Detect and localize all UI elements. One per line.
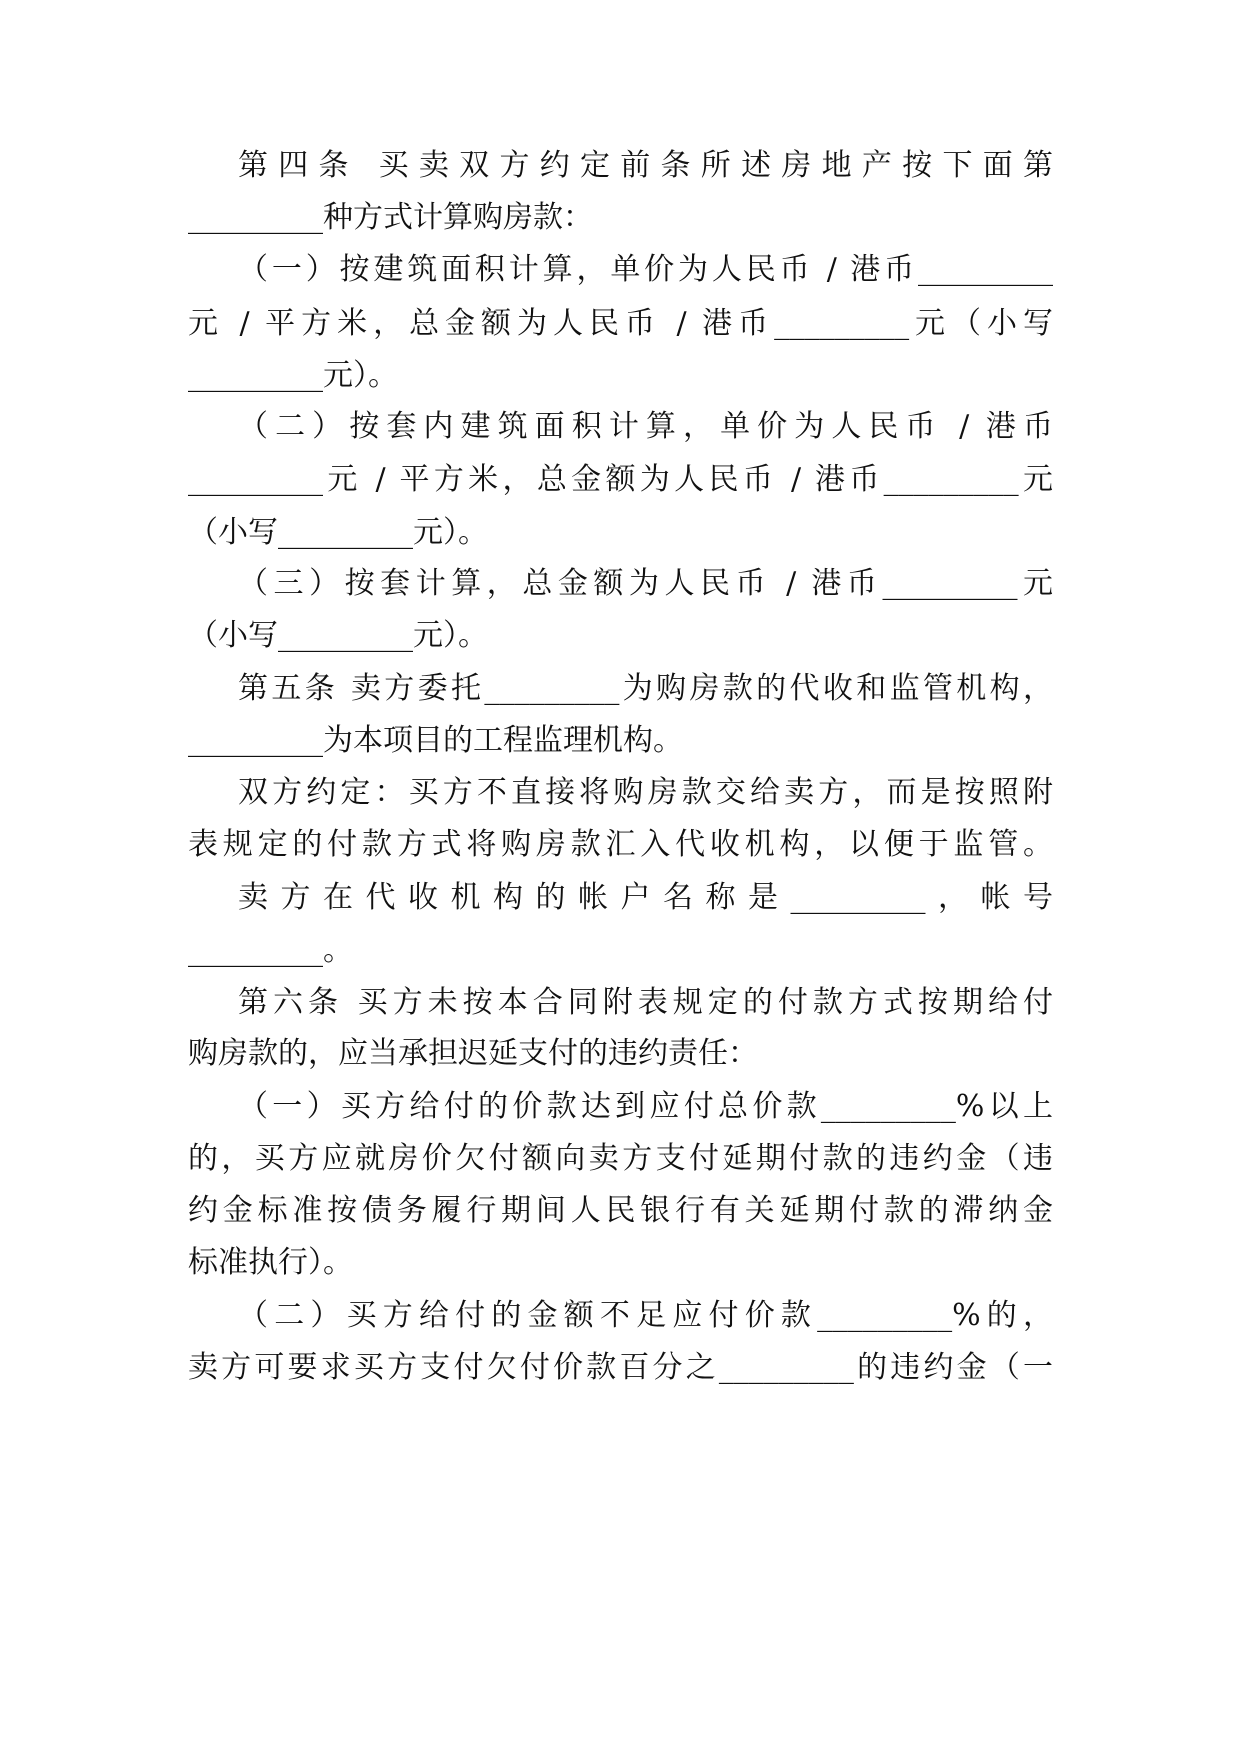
clause-4-3-line-2: （小写_________元）。 bbox=[188, 618, 488, 653]
clause-6-1-line-1: （一）买方给付的价款达到应付总价款_________%以上 bbox=[238, 1089, 1053, 1124]
account-line-1: 卖方在代收机构的帐户名称是_________，帐号 bbox=[238, 880, 1053, 915]
clause-4-3-line-1: （三）按套计算，总金额为人民币 / 港币_________元 bbox=[238, 566, 1053, 601]
agreement-line-1: 双方约定：买方不直接将购房款交给卖方，而是按照附 bbox=[238, 775, 1053, 810]
clause-4-2-line-3: （小写_________元）。 bbox=[188, 515, 488, 550]
article-6-line-1: 第六条 买方未按本合同附表规定的付款方式按期给付 bbox=[238, 985, 1053, 1020]
clause-6-1-line-4: 标准执行）。 bbox=[188, 1245, 353, 1280]
clause-6-2-line-1: （二）买方给付的金额不足应付价款_________%的， bbox=[238, 1298, 1053, 1333]
clause-4-1-line-3: _________元）。 bbox=[188, 358, 398, 393]
clause-6-1-line-2: 的，买方应就房价欠付额向卖方支付延期付款的违约金（违 bbox=[188, 1141, 1053, 1176]
article-5-line-1: 第五条 卖方委托_________为购房款的代收和监管机构， bbox=[238, 671, 1053, 706]
account-line-2: _________。 bbox=[188, 933, 353, 968]
clause-6-1-line-3: 约金标准按债务履行期间人民银行有关延期付款的滞纳金 bbox=[188, 1193, 1053, 1228]
agreement-line-2: 表规定的付款方式将购房款汇入代收机构，以便于监管。 bbox=[188, 827, 1053, 862]
clause-6-2-line-2: 卖方可要求买方支付欠付价款百分之_________的违约金（一 bbox=[188, 1350, 1053, 1385]
clause-4-2-line-1: （二）按套内建筑面积计算，单价为人民币 / 港币 bbox=[238, 409, 1053, 444]
clause-4-1-line-1: （一）按建筑面积计算，单价为人民币 / 港币_________ bbox=[238, 252, 1053, 287]
clause-4-2-line-2: _________元 / 平方米，总金额为人民币 / 港币_________元 bbox=[188, 462, 1053, 497]
clause-4-1-line-2: 元 / 平方米，总金额为人民币 / 港币_________元（小写 bbox=[188, 306, 1053, 341]
article-4-line-1: 第四条 买卖双方约定前条所述房地产按下面第 bbox=[238, 148, 1053, 183]
article-5-line-2: _________为本项目的工程监理机构。 bbox=[188, 723, 683, 758]
article-6-line-2: 购房款的，应当承担迟延支付的违约责任： bbox=[188, 1036, 758, 1071]
article-4-line-2: _________种方式计算购房款： bbox=[188, 200, 593, 235]
